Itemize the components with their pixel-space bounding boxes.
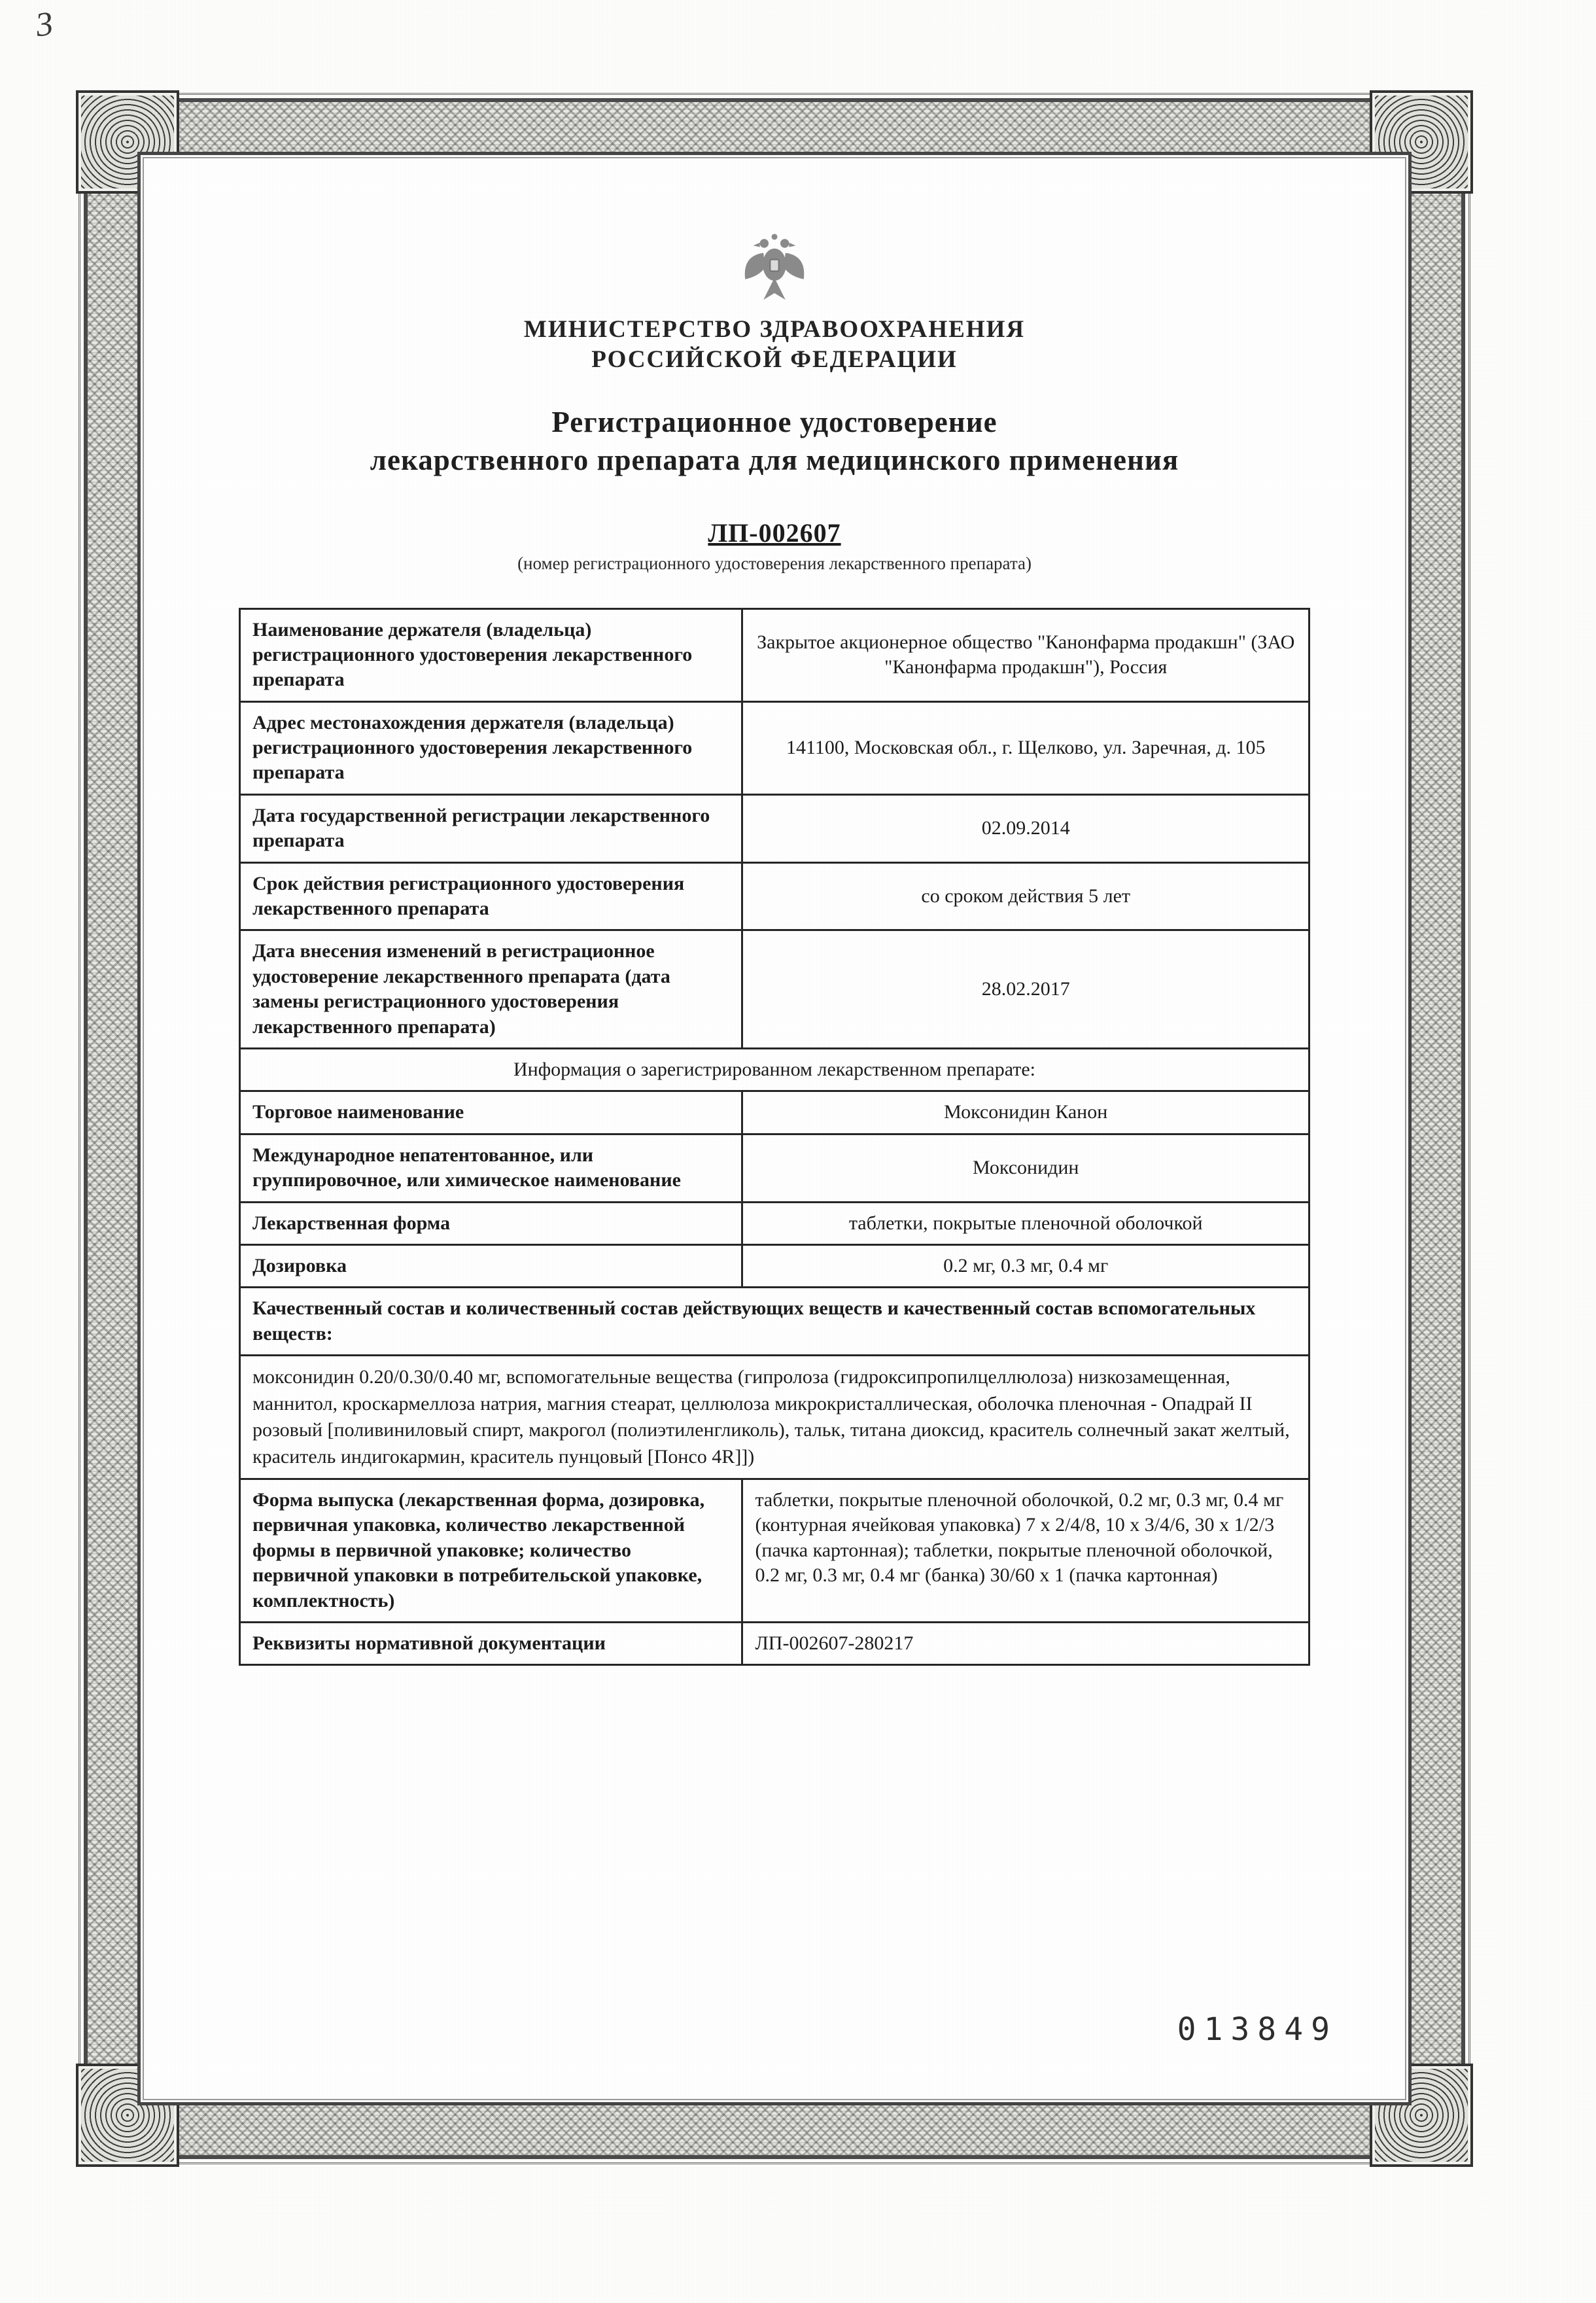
table-row (240, 1244, 1310, 1287)
field-value: Моксонидин (742, 1134, 1310, 1202)
document-title-line1: Регистрационное удостоверение (551, 405, 998, 438)
table-row (240, 608, 1310, 701)
ministry-name-line1: МИНИСТЕРСТВО ЗДРАВООХРАНЕНИЯ (523, 316, 1026, 343)
certificate-inner-area (137, 152, 1412, 2105)
field-label: Наименование держателя (владельца) регистрационного удостоверения лекарственного препарата (240, 608, 742, 701)
table-row (240, 1202, 1310, 1244)
composition-heading: Качественный состав и количественный состав действующих веществ и качественный состав вспомогательных веществ: (240, 1288, 1310, 1356)
field-value: со сроком действия 5 лет (742, 862, 1310, 930)
table-row (240, 1091, 1310, 1134)
field-label: Торговое наименование (240, 1091, 742, 1134)
field-value: 28.02.2017 (742, 930, 1310, 1049)
info-heading: Информация о зарегистрированном лекарственном препарате: (240, 1048, 1310, 1091)
field-value: таблетки, покрытые пленочной оболочкой, 0.2 мг, 0.3 мг, 0.4 мг (контурная ячейковая упаковка) 7 х 2/4/8, 10 х 3/4/6, 30 х 1/2/3 (пачка картонная); таблетки, покрытые пленочной оболочкой, 0.2 мг, 0.3 мг, 0.4 мг (банка) 30/60 х 1 (пачка картонная) (742, 1479, 1310, 1623)
table-row (240, 1479, 1310, 1623)
field-label: Международное непатентованное, или группировочное, или химическое наименование (240, 1134, 742, 1202)
field-value: Закрытое акционерное общество "Канонфарма продакшн" (ЗАО "Канонфарма продакшн"), Россия (742, 608, 1310, 701)
field-value: Моксонидин Канон (742, 1091, 1310, 1134)
table-row (240, 794, 1310, 862)
registration-number-caption: (номер регистрационного удостоверения лекарственного препарата) (517, 553, 1032, 573)
field-label: Дата государственной регистрации лекарственного препарата (240, 794, 742, 862)
field-label: Дозировка (240, 1244, 742, 1287)
certificate-table (239, 608, 1310, 1666)
table-row (240, 1134, 1310, 1202)
field-label: Срок действия регистрационного удостоверения лекарственного препарата (240, 862, 742, 930)
handwritten-page-mark: 3 (33, 5, 56, 44)
field-value: таблетки, покрытые пленочной оболочкой (742, 1202, 1310, 1244)
registration-number: ЛП-002607 (708, 518, 841, 548)
document-title-line2: лекарственного препарата для медицинского применения (370, 444, 1179, 476)
field-label: Форма выпуска (лекарственная форма, дозировка, первичная упаковка, количество лекарственной формы в первичной упаковке; количество первичной упаковки в потребительской упаковке, комплектность) (240, 1479, 742, 1623)
field-value: 141100, Московская обл., г. Щелково, ул. Заречная, д. 105 (742, 701, 1310, 794)
table-row (240, 862, 1310, 930)
table-row-composition-heading (240, 1288, 1310, 1356)
field-label: Лекарственная форма (240, 1202, 742, 1244)
form-serial-number: 013849 (1177, 2011, 1338, 2048)
table-row (240, 930, 1310, 1049)
table-row-composition-text (240, 1356, 1310, 1479)
field-value: 02.09.2014 (742, 794, 1310, 862)
field-label: Адрес местонахождения держателя (владельца) регистрационного удостоверения лекарственного препарата (240, 701, 742, 794)
table-row (240, 701, 1310, 794)
ministry-name-line2: РОССИЙСКОЙ ФЕДЕРАЦИИ (591, 346, 958, 374)
table-row-info-heading (240, 1048, 1310, 1091)
decorative-border-frame (84, 98, 1465, 2159)
field-label: Дата внесения изменений в регистрационное удостоверение лекарственного препарата (дата замены регистрационного удостоверения лекарственного препарата) (240, 930, 742, 1049)
field-value: 0.2 мг, 0.3 мг, 0.4 мг (742, 1244, 1310, 1287)
coat-of-arms-icon (239, 231, 1310, 315)
field-label: Реквизиты нормативной документации (240, 1623, 742, 1665)
field-value: ЛП-002607-280217 (742, 1623, 1310, 1665)
table-row (240, 1623, 1310, 1665)
composition-text: моксонидин 0.20/0.30/0.40 мг, вспомогательные вещества (гипролоза (гидроксипропилцеллюлоза) низкозамещенная, маннитол, кроскармеллоза натрия, магния стеарат, целлюлоза микрокристаллическая, оболочка пленочная - Опадрай II розовый [поливиниловый спирт, макрогол (полиэтиленгликоль), тальк, титана диоксид, краситель солнечный закат желтый, краситель индигокармин, краситель пунцовый [Понсо 4R]]) (240, 1356, 1310, 1479)
